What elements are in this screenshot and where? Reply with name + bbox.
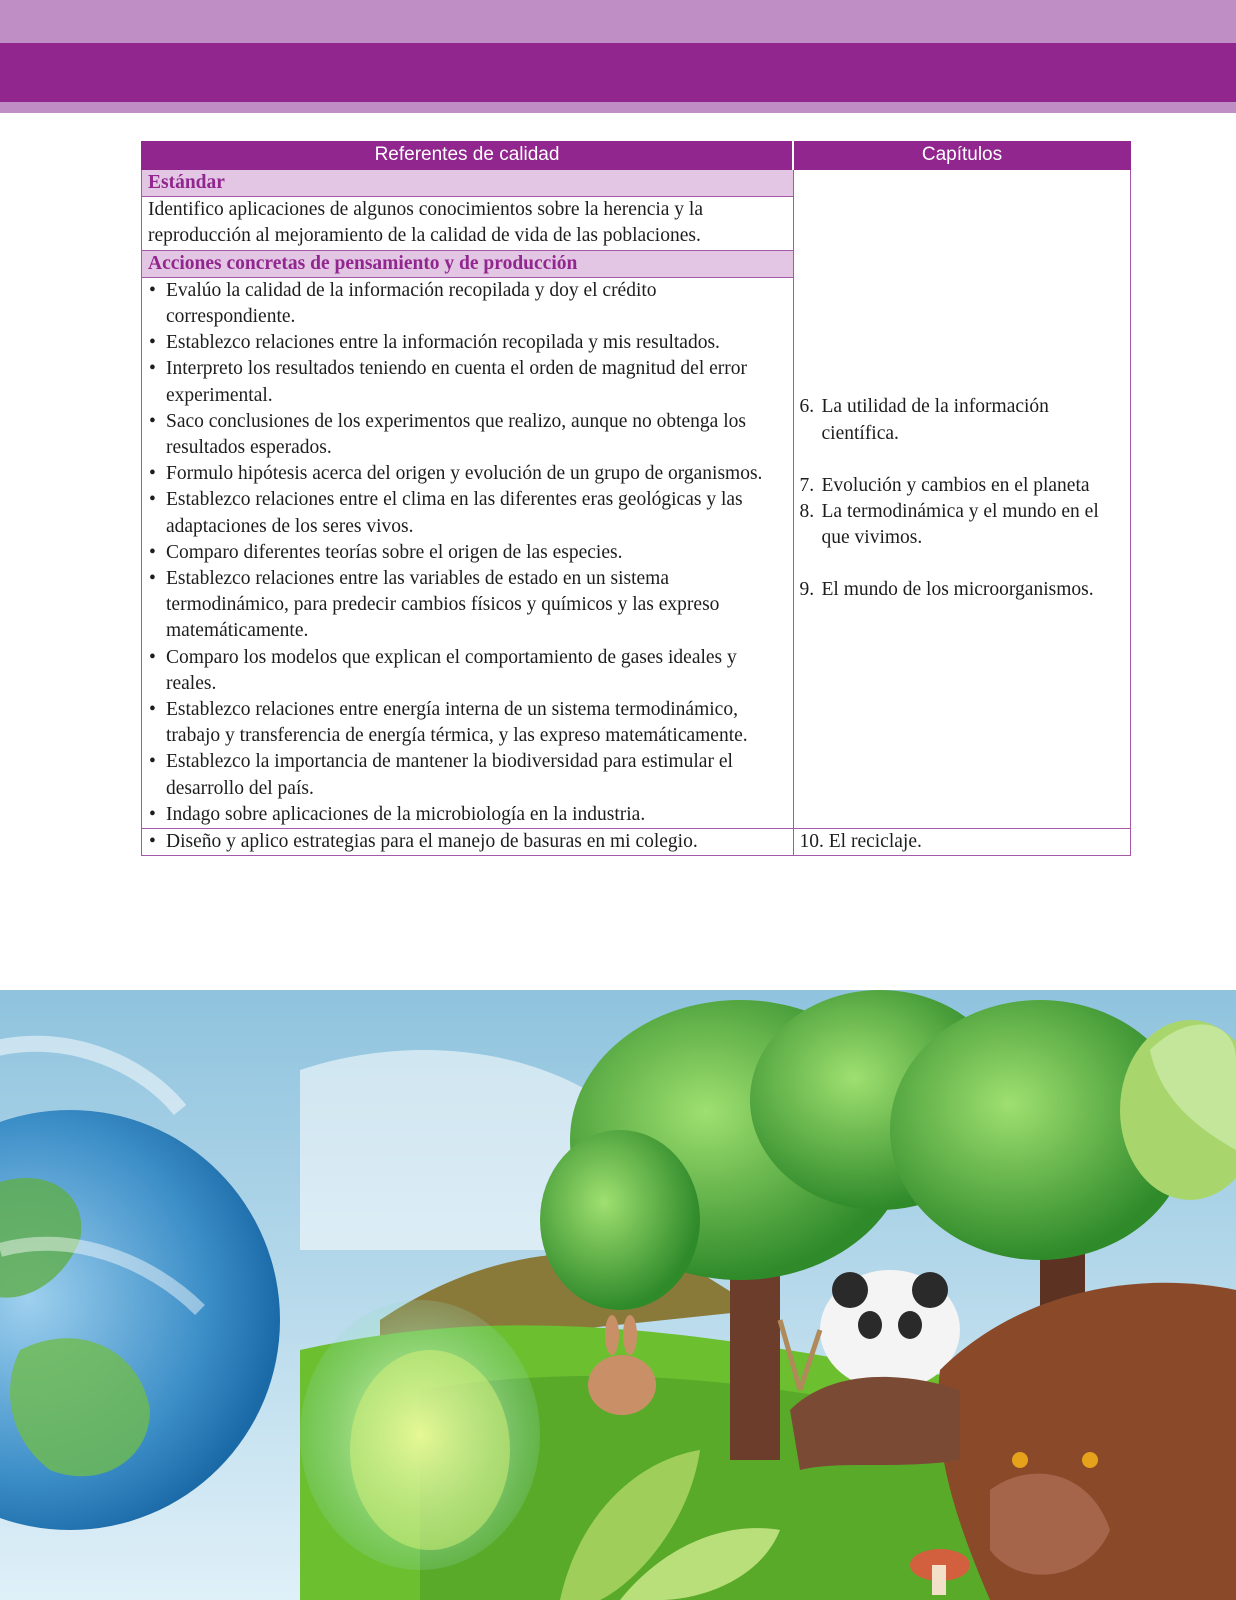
action-item: • Establezco relaciones entre las variables de estado en un sistema termodinámico, para predecir cambios físicos y químicos y las expreso matemáticamente.: [148, 566, 787, 645]
header-band-dark: [0, 43, 1236, 102]
action-item: • Evalúo la calidad de la información recopilada y doy el crédito correspondiente.: [148, 278, 787, 330]
action-item: • Establezco relaciones entre energía interna de un sistema termodinámico, trabajo y transferencia de energía térmica, y las expreso matemáticamente.: [148, 697, 787, 749]
action-item: • Interpreto los resultados teniendo en cuenta el orden de magnitud del error experimental.: [148, 356, 787, 408]
action-item: • Formulo hipótesis acerca del origen y evolución de un grupo de organismos.: [148, 461, 787, 487]
last-row: [142, 829, 1131, 856]
action-item: • Indago sobre aplicaciones de la microbiología en la industria.: [148, 802, 787, 828]
nature-illustration: [0, 990, 1236, 1600]
standard-text: Identifico aplicaciones de algunos conocimientos sobre la herencia y la reproducción al mejoramiento de la calidad de vida de las poblaciones.: [142, 197, 794, 250]
action-item: • Establezco relaciones entre la información recopilada y mis resultados.: [148, 330, 787, 356]
action-item: • Comparo los modelos que explican el comportamiento de gases ideales y reales.: [148, 645, 787, 697]
chapter-item: 9. El mundo de los microorganismos.: [799, 579, 1094, 601]
chapters-list: [800, 394, 1125, 603]
standard-heading: Estándar: [142, 170, 794, 197]
quality-references-table: [141, 141, 1131, 856]
action-item: • Establezco la importancia de mantener la biodiversidad para estimular el desarrollo del país.: [148, 749, 787, 801]
table-header-row: [142, 142, 1131, 170]
actions-cell: [142, 277, 794, 828]
last-action-cell: [142, 829, 794, 856]
chapter-item: 8. La termodinámica y el mundo en el que vivimos.: [799, 501, 1099, 549]
header-band-light: [0, 0, 1236, 43]
panda: [820, 1270, 960, 1390]
microorganism-glow: [300, 1300, 540, 1570]
header-band-light-bottom: [0, 102, 1236, 113]
actions-heading: Acciones concretas de pensamiento y de producción: [142, 250, 794, 277]
action-item: • Diseño y aplico estrategias para el manejo de basuras en mi colegio.: [148, 829, 787, 855]
action-item: • Comparo diferentes teorías sobre el origen de las especies.: [148, 540, 787, 566]
actions-list: [148, 278, 787, 828]
standard-heading-row: [142, 170, 1131, 197]
chapter-item: 7. Evolución y cambios en el planeta: [799, 474, 1090, 496]
action-item: • Saco conclusiones de los experimentos que realizo, aunque no obtenga los resultados esperados.: [148, 409, 787, 461]
chapters-cell: [793, 170, 1131, 829]
action-item: • Establezco relaciones entre el clima en las diferentes eras geológicas y las adaptaciones de los seres vivos.: [148, 487, 787, 539]
header-capitulos: Capítulos: [793, 142, 1131, 170]
chapter-item: 6. La utilidad de la información científica.: [799, 396, 1049, 444]
last-chapter: 10. El reciclaje.: [793, 829, 1131, 856]
header-referentes: Referentes de calidad: [142, 142, 794, 170]
